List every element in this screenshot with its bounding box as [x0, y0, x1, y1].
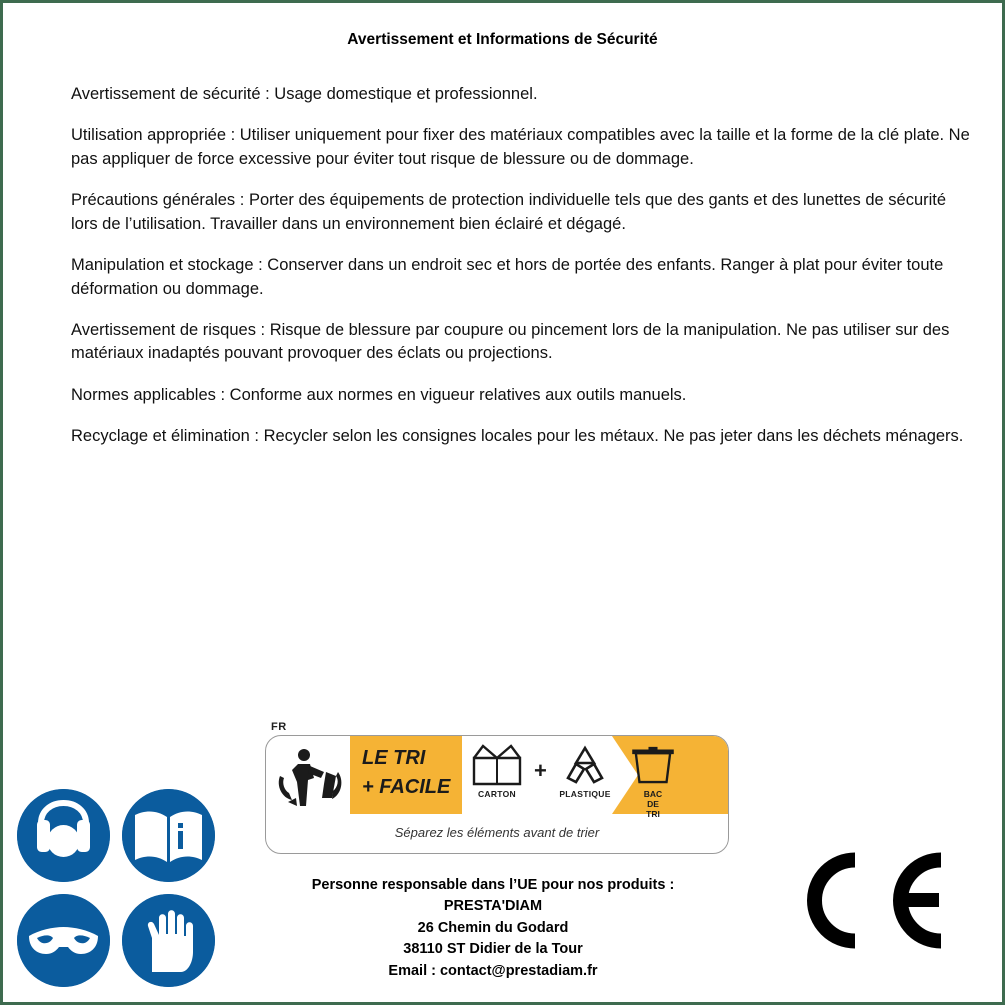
paragraph-applicable-standards: Normes applicables : Conforme aux normes en vigueur relatives aux outils manuels.: [71, 385, 687, 404]
responsible-heading: Personne responsable dans l’UE pour nos produits :: [311, 877, 675, 893]
responsible-person-block: [233, 875, 753, 982]
bin-caption-line3: TRI: [646, 808, 660, 819]
bin-caption-line1: BAC: [643, 789, 663, 799]
triman-box: [265, 735, 729, 854]
responsible-address-line2: 38110 ST Didier de la Tour: [403, 941, 583, 958]
ce-marking: [803, 848, 953, 953]
sorting-bin-item: [622, 744, 684, 819]
plus-separator: +: [534, 758, 547, 783]
recycle-plastic-icon: [554, 740, 616, 788]
page-title: Avertissement et Informations de Sécurité: [347, 31, 658, 48]
pictogram-group: [17, 789, 229, 1001]
paragraph-handling-storage: Manipulation et stockage : Conserver dans un endroit sec et hors de portée des enfants. Ranger à plat pour éviter toute déformation ou dommage.: [71, 256, 944, 298]
eye-protection-icon: [17, 894, 110, 987]
sorting-bin-icon: [622, 744, 684, 789]
safety-information-text: [71, 83, 976, 467]
carton-caption: CARTON: [477, 789, 516, 799]
ear-protection-icon: [17, 789, 110, 882]
triman-figure-icon: [274, 742, 348, 810]
triman-recycling-label: [265, 721, 727, 852]
triman-footer-note: Séparez les éléments avant de trier: [394, 825, 600, 840]
triman-headline-line1: LE TRI: [362, 747, 426, 769]
hand-protection-icon: [122, 894, 215, 987]
responsible-address-line1: 26 Chemin du Godard: [417, 919, 569, 936]
paragraph-appropriate-use: Utilisation appropriée : Utiliser uniquement pour fixer des matériaux compatibles avec la taille et la forme de la clé plate. Ne pas appliquer de force excessive pour éviter tout risque de blessure ou de dommage.: [71, 126, 970, 168]
plastic-item: [554, 740, 616, 799]
paragraph-safety-warning: Avertissement de sécurité : Usage domestique et professionnel.: [71, 85, 538, 103]
read-manual-icon: [122, 789, 215, 882]
responsible-company: PRESTA'DIAM: [443, 898, 543, 915]
paragraph-recycling-disposal: Recyclage et élimination : Recycler selon les consignes locales pour les métaux. Ne pas jeter dans les déchets ménagers.: [71, 427, 964, 446]
responsible-email: Email : contact@prestadiam.fr: [388, 962, 598, 979]
bin-caption-line2: DE: [647, 798, 659, 809]
triman-headline-line2: + FACILE: [362, 776, 451, 798]
paragraph-risk-warning: Avertissement de risques : Risque de blessure par coupure ou pincement lors de la manipulation. Ne pas utiliser sur des matériaux inadaptés pouvant provoquer des éclats ou projections.: [71, 320, 950, 363]
triman-headline: [362, 744, 460, 802]
paragraph-general-precautions: Précautions générales : Porter des équipements de protection individuelle tels que des gants et des lunettes de sécurité lors de l’utilisation. Travailler dans un environnement bien éclairé et dégagé.: [71, 191, 947, 233]
country-tag: FR: [271, 721, 287, 733]
carton-box-item: [466, 740, 528, 799]
carton-box-icon: [466, 740, 528, 788]
plastic-caption: PLASTIQUE: [559, 789, 611, 799]
